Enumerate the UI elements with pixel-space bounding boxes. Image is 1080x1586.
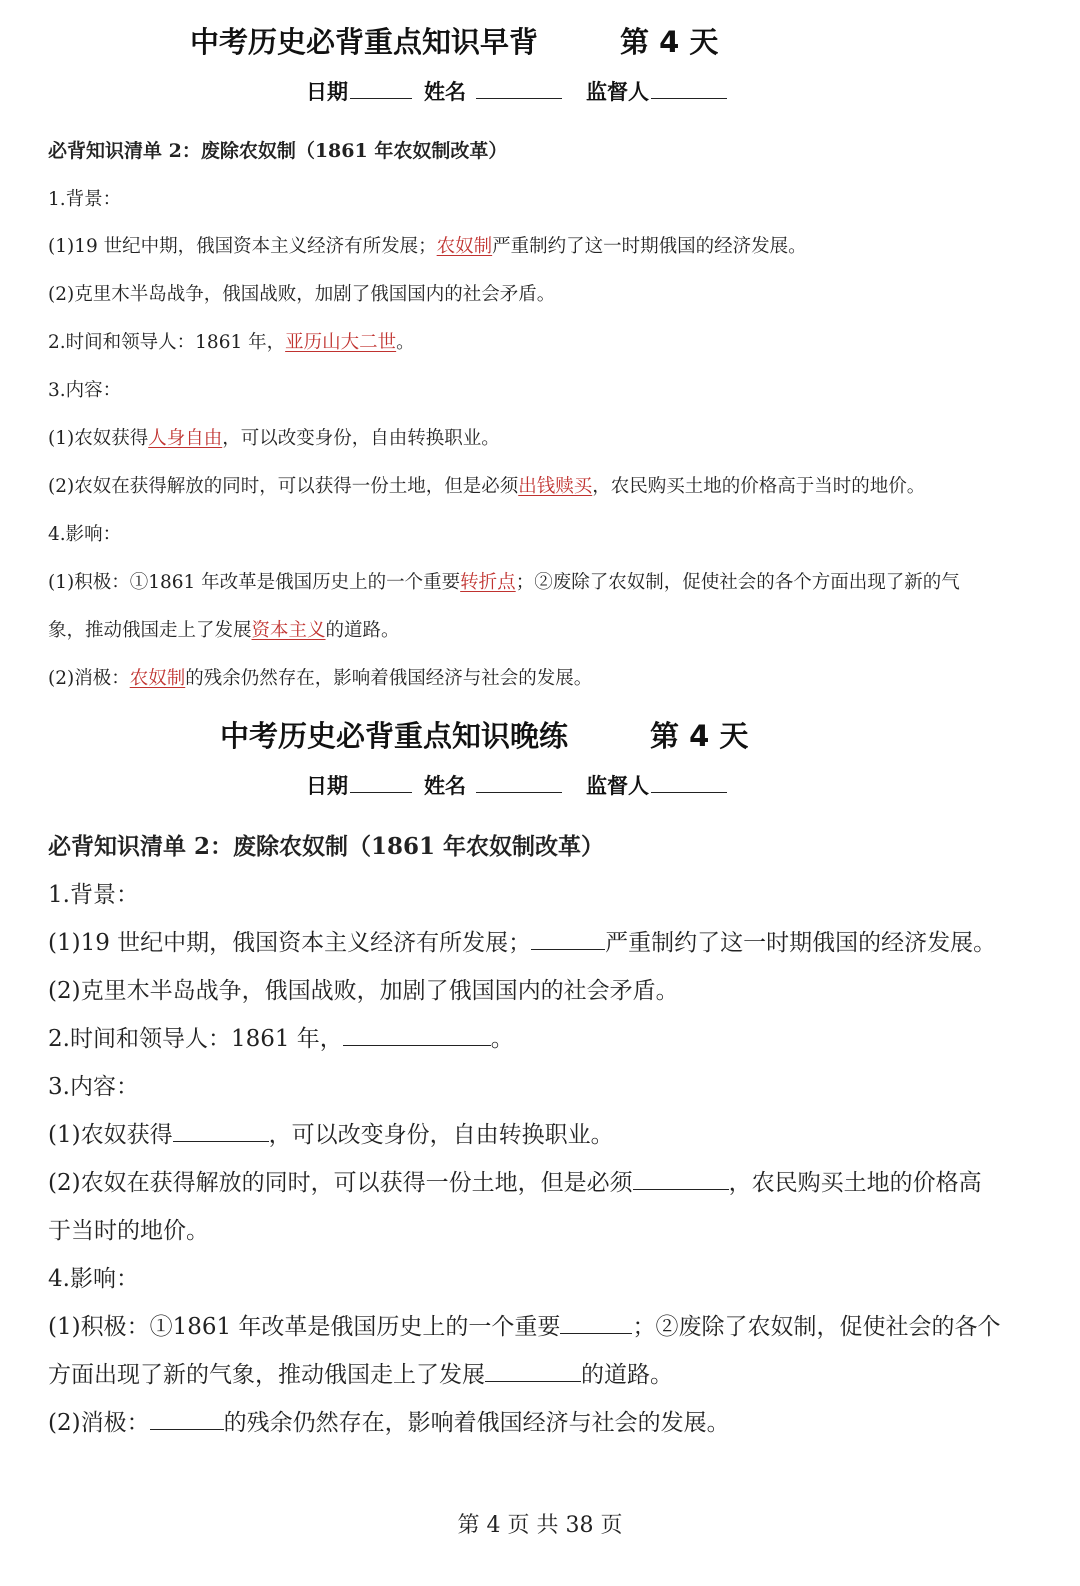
evening-title: 中考历史必背重点知识晚练 [220, 719, 569, 753]
morning-date-field[interactable] [350, 78, 412, 99]
evening-supervisor-field[interactable] [651, 772, 727, 793]
morning-impact-item-1-cont: 象，推动俄国走上了发展资本主义的道路。 [48, 620, 400, 641]
evening-name-label: 姓名 [424, 774, 466, 798]
fill-blank[interactable] [173, 1119, 269, 1142]
evening-name-field[interactable] [476, 772, 562, 793]
fill-blank[interactable] [531, 927, 605, 950]
answer-text: 出钱赎买 [518, 476, 593, 497]
morning-list-heading: 必背知识清单 2：废除农奴制（1861 年农奴制改革） [48, 140, 508, 162]
fill-blank[interactable] [633, 1167, 729, 1190]
morning-impact-item-2: (2)消极：农奴制的残余仍然存在，影响着俄国经济与社会的发展。 [48, 668, 593, 689]
fill-blank[interactable] [343, 1023, 491, 1046]
morning-bg-item-2: (2)克里木半岛战争，俄国战败，加剧了俄国国内的社会矛盾。 [48, 284, 556, 305]
evening-impact-item-2: (2)消极： 的残余仍然存在，影响着俄国经济与社会的发展。 [48, 1404, 730, 1437]
morning-title: 中考历史必背重点知识早背 [190, 25, 539, 59]
evening-impact-heading: 4.影响： [48, 1266, 139, 1292]
morning-bg-item-1: (1)19 世纪中期，俄国资本主义经济有所发展；农奴制严重制约了这一时期俄国的经济发展。 [48, 236, 807, 257]
page-footer: 第 4 页 共 38 页 [457, 1513, 623, 1538]
morning-content-item-2: (2)农奴在获得解放的同时，可以获得一份土地，但是必须出钱赎买，农民购买土地的价格高于当时的地价。 [48, 476, 926, 497]
evening-date-field[interactable] [350, 772, 412, 793]
evening-content-item-2: (2)农奴在获得解放的同时，可以获得一份土地，但是必须 ，农民购买土地的价格高 [48, 1164, 982, 1197]
morning-time-item: 2.时间和领导人：1861 年，亚历山大二世。 [48, 332, 415, 353]
evening-content-heading: 3.内容： [48, 1074, 139, 1100]
evening-bg-item-2: (2)克里木半岛战争，俄国战败，加剧了俄国国内的社会矛盾。 [48, 978, 679, 1004]
answer-text: 人身自由 [148, 428, 223, 449]
evening-content-item-1: (1)农奴获得 ，可以改变身份，自由转换职业。 [48, 1116, 614, 1149]
evening-bg-heading: 1.背景： [48, 882, 139, 908]
evening-title-row [0, 714, 1080, 762]
fill-blank[interactable] [560, 1311, 632, 1334]
answer-text: 转折点 [460, 572, 516, 593]
morning-bg-heading: 1.背景： [48, 189, 122, 210]
morning-date-label: 日期 [306, 80, 348, 104]
fill-blank[interactable] [485, 1359, 581, 1382]
evening-bg-item-1: (1)19 世纪中期，俄国资本主义经济有所发展； 严重制约了这一时期俄国的经济发展。 [48, 924, 996, 957]
fill-blank[interactable] [150, 1407, 224, 1430]
morning-title-row [0, 20, 1080, 68]
answer-text: 农奴制 [436, 236, 493, 257]
morning-content-item-1: (1)农奴获得人身自由，可以改变身份，自由转换职业。 [48, 428, 500, 449]
evening-time-item: 2.时间和领导人：1861 年， 。 [48, 1020, 514, 1053]
answer-text: 资本主义 [251, 620, 326, 641]
evening-date-label: 日期 [306, 774, 348, 798]
evening-impact-item-1: (1)积极：①1861 年改革是俄国历史上的一个重要 ；②废除了农奴制，促使社会的各个 [48, 1308, 1000, 1341]
morning-name-field[interactable] [476, 78, 562, 99]
morning-name-label: 姓名 [424, 80, 466, 104]
morning-impact-item-1: (1)积极：①1861 年改革是俄国历史上的一个重要转折点；②废除了农奴制，促使社会的各个方面出现了新的气 [48, 572, 960, 593]
morning-impact-heading: 4.影响： [48, 524, 122, 545]
evening-impact-item-1-cont: 方面出现了新的气象，推动俄国走上了发展 的道路。 [48, 1356, 673, 1389]
evening-supervisor-label: 监督人 [586, 774, 649, 798]
morning-day: 第 4 天 [620, 25, 719, 59]
morning-supervisor-field[interactable] [651, 78, 727, 99]
evening-content-item-2-cont: 于当时的地价。 [48, 1218, 209, 1244]
morning-content-heading: 3.内容： [48, 380, 122, 401]
answer-text: 亚历山大二世 [285, 332, 397, 353]
evening-day: 第 4 天 [650, 719, 749, 753]
evening-list-heading: 必背知识清单 2：废除农奴制（1861 年农奴制改革） [48, 833, 605, 860]
morning-supervisor-label: 监督人 [586, 80, 649, 104]
answer-text: 农奴制 [129, 668, 186, 689]
